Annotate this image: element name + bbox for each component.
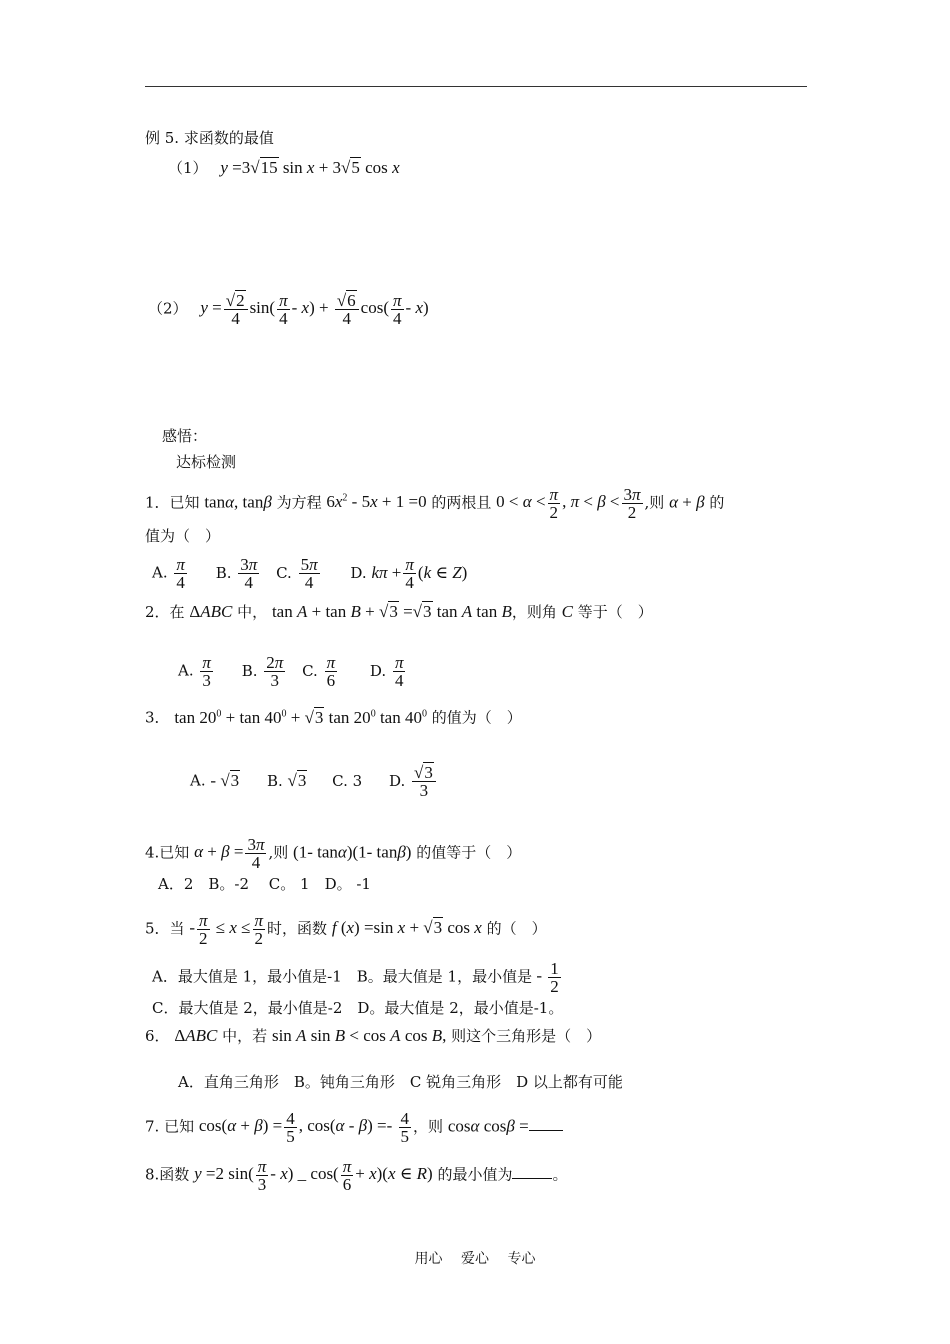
- question-8: 8.函数 y =2 sin( $\frac{\pi}{3}$ - x) _ cos( $\frac{\pi}{6}$ + x)(x ∈ R) 的最小值为 。: [145, 1157, 568, 1194]
- question-4-options: A．2 B。-2 C。 1 D。 -1: [158, 875, 371, 893]
- header-rule: [145, 86, 807, 87]
- question-5-option-a: A．最大值是 1，最小值是-1 B。最大值是 1，最小值是 - $\frac{1}{2}$: [152, 959, 559, 996]
- question-6-options: A．直角三角形 B。钝角三角形 C 锐角三角形 D 以上都有可能: [178, 1073, 623, 1091]
- example-part-1: （1） y =3√15 sin x + 3√5 cos x: [168, 158, 400, 177]
- question-5: 5．当 - $\frac{\pi}{2}$ ≤ x ≤ $\frac{\pi}{2}$ 时，函数 f (x) =sin x + √3 cos x 的（ ）: [145, 911, 547, 948]
- question-1: 1．已知 tanα, tanβ 为方程 $6x^2 - 5x + 1 =0$ 的两根且 0 < α < $\frac{\pi}{2}$ , π < β < $\frac{3\pi}{2}$ ,则 α + β 的: [145, 485, 725, 522]
- answer-blank-7[interactable]: [529, 1115, 563, 1131]
- example-title: 例 5. 求函数的最值: [145, 129, 274, 147]
- reflection-label: 感悟：: [162, 427, 208, 445]
- question-7: 7. 已知 cos(α + β) = $\frac{4}{5}$ , cos(α - β) =- $\frac{4}{5}$ ，则 cosα cosβ =: [145, 1110, 563, 1145]
- question-2: 2．在 ΔABC 中， tan A + tan B + √3 =√3 tan A tan B，则角 C 等于（ ）: [145, 602, 653, 621]
- question-4: 4.已知 α + β = $\frac{3\pi}{4}$ ,则 (1- tanα)(1- tanβ) 的值等于（ ）: [145, 835, 522, 872]
- page-footer: 用心 爱心 专心: [414, 1251, 536, 1267]
- question-1-options: A. $\frac{\pi}{4}$ B. $\frac{3\pi}{4}$ C. $\frac{5\pi}{4}$ D. kπ + $\frac{\pi}{4}$ (k ∈ Z): [152, 555, 468, 593]
- question-3-options: A. - √3 B. √3 C. 3 D. $\frac{√3}{3}$: [190, 764, 438, 799]
- answer-blank-8[interactable]: [512, 1163, 552, 1179]
- question-6: 6． ΔABC 中，若 sin A sin B < cos A cos B, 则这个三角形是（ ）: [145, 1026, 602, 1045]
- section-title: 达标检测: [176, 453, 237, 471]
- formula-2: y = $\frac{√2}{4}$ sin( $\frac{\pi}{4}$ - x) + $\frac{√6}{4}$ cos( $\frac{\pi}{4}$ - x): [200, 291, 429, 328]
- question-2-options: A. $\frac{\pi}{3}$ B. $\frac{2\pi}{3}$ C. $\frac{\pi}{6}$ D. $\frac{\pi}{4}$: [178, 653, 404, 690]
- formula-1: y =3√15 sin x + 3√5 cos x: [220, 158, 400, 177]
- question-1-line-2: 值为（ ）: [145, 527, 221, 545]
- question-3: 3． $\tan 20^0 + \tan 40^0 + √3$ $\tan 20^0$ $\tan 40^0$ 的值为（ ）: [145, 707, 522, 727]
- example-part-2: （2） y = $\frac{√2}{4}$ sin( $\frac{\pi}{4}$ - x) + $\frac{√6}{4}$ cos( $\frac{\pi}{4}$ - x): [148, 291, 429, 328]
- question-5-option-c: C．最大值是 2，最小值是-2 D。最大值是 2，最小值是-1。: [152, 999, 564, 1017]
